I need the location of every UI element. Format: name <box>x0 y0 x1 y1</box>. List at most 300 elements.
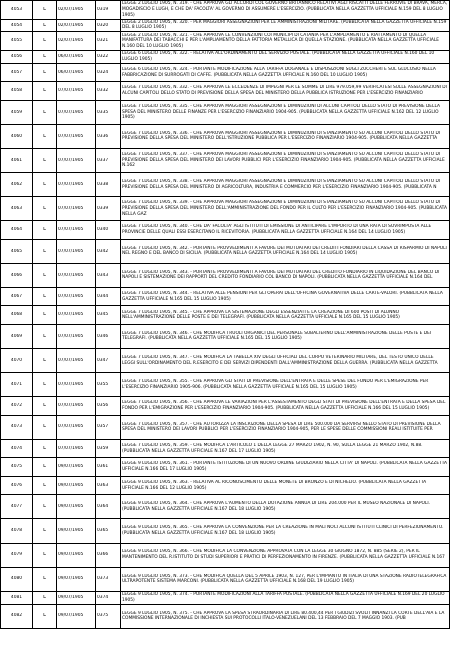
entry-description <box>121 415 450 439</box>
entry-date <box>57 100 96 124</box>
entry-code-text: 0336 <box>97 133 109 139</box>
entry-date <box>57 604 96 628</box>
entry-description-text: LEGGE 7 LUGLIO 1905, N. 340. - CHE DA' FACOLTA' AGLI ISTITUTI DI EMISSIONE DI ANTICIPARE L'IMPORTO DI UNA RATA DI SOVRIMPOSTA ALLE PROVINCIE DELLE QUALI ESSI ESERCITANO IL RICEVITORIA. (PUBBLICATA NELLA GAZZETTA UFFICIALE N.164 DEL 14 LUGLIO 1905) <box>122 224 432 235</box>
entry-code-text: 0357 <box>97 424 109 430</box>
entry-description <box>121 263 450 287</box>
entry-code <box>96 197 121 221</box>
entry-number-text: 4058 <box>10 88 23 94</box>
entry-type <box>33 50 57 63</box>
entry-description <box>121 567 450 591</box>
entry-number-text: 4057 <box>10 69 23 75</box>
entry-description <box>121 397 450 416</box>
entry-code-text: 0337 <box>97 157 109 163</box>
entry-number-text: 4080 <box>10 576 23 582</box>
entry-description <box>121 32 450 51</box>
entry-code-text: 0361 <box>97 464 109 470</box>
entry-code-text: 0356 <box>97 403 109 409</box>
entry-type-text: L <box>43 576 46 582</box>
register-row <box>1 100 450 124</box>
entry-number-text: 4079 <box>10 552 23 558</box>
entry-date-text: 02/07/1905 <box>58 6 84 12</box>
entry-type-text: L <box>43 403 46 409</box>
entry-code-text: 0343 <box>97 272 109 278</box>
entry-description-text: LEGGE 2 LUGLIO 1905, N. 321. - CHE APPROVA LE CONVENZIONI COI MUNICIPI DI CATANIA PER L'AMPLIAMENTO E RIATTAMENTO DI QUELLA MANIFATTURA DEI TABACCHI E PER L'AMPLIAMENTO DELLA FATTORIA METALLICA DI QUELLA STAZIONE. (PUBBLICATA NELLA GAZZETTA UFFICIALE N.160 DEL 10 LUGLIO 1905) <box>122 32 439 49</box>
register-row <box>1 458 450 477</box>
entry-type-text: L <box>43 482 46 488</box>
entry-date <box>57 63 96 82</box>
entry-date <box>57 197 96 221</box>
entry-number-text: 4070 <box>10 357 23 363</box>
entry-number <box>1 63 33 82</box>
entry-date <box>57 50 96 63</box>
entry-type <box>33 373 57 397</box>
entry-code <box>96 306 121 325</box>
entry-number <box>1 591 33 604</box>
entry-type-text: L <box>43 227 46 233</box>
entry-type <box>33 495 57 519</box>
register-row <box>1 349 450 373</box>
entry-description <box>121 349 450 373</box>
entry-number <box>1 439 33 458</box>
register-row <box>1 306 450 325</box>
entry-date-text: 07/07/1905 <box>58 403 84 409</box>
entry-date <box>57 373 96 397</box>
entry-date-text: 09/07/1905 <box>58 552 84 558</box>
entry-type <box>33 543 57 567</box>
entry-description <box>121 519 450 543</box>
entry-number <box>1 19 33 32</box>
entry-description <box>121 239 450 263</box>
entry-type-text: L <box>43 312 46 318</box>
entry-description-text: LEGGE 2 LUGLIO 1905, N. 320. - PER MAGGIORI ASSEGNAZIONI PER LE AMMINISTRAZIONI MILITARE. (PUBBLICATA NELLA GAZZETTA UFFICIALE N.159 DEL 8 LUGLIO 1905) <box>122 19 447 31</box>
entry-number <box>1 543 33 567</box>
entry-number-text: 4066 <box>10 272 23 278</box>
entry-date <box>57 263 96 287</box>
register-row <box>1 221 450 240</box>
entry-type <box>33 519 57 543</box>
entry-number-text: 4081 <box>10 594 23 600</box>
entry-type <box>33 1 57 20</box>
entry-code-text: 0346 <box>97 333 109 339</box>
entry-code <box>96 604 121 628</box>
entry-code <box>96 439 121 458</box>
entry-date-text: 07/07/1905 <box>58 381 84 387</box>
entry-number-text: 4076 <box>10 482 23 488</box>
entry-type-text: L <box>43 357 46 363</box>
entry-description <box>121 439 450 458</box>
entry-type-text: L <box>43 205 46 211</box>
entry-description <box>121 287 450 306</box>
entry-description-text: LEGGE 7 LUGLIO 1905, N. 346. - CHE MODIFICA I RUOLI ORGANICI DEL PERSONALE SUBALTERNO DELL'AMMINISTRAZIONE DELLE POSTE E DEI TELEGRAFI. (PUBBLICATA NELLA GAZZETTA UFFICIALE N.165 DEL 15 LUGLIO 1905) <box>122 330 432 342</box>
entry-type-text: L <box>43 88 46 94</box>
entry-date <box>57 415 96 439</box>
entry-number <box>1 100 33 124</box>
entry-description <box>121 221 450 240</box>
entry-type <box>33 324 57 348</box>
entry-type <box>33 458 57 477</box>
entry-code <box>96 221 121 240</box>
entry-date <box>57 397 96 416</box>
entry-type <box>33 124 57 148</box>
entry-type <box>33 63 57 82</box>
entry-date <box>57 124 96 148</box>
entry-type <box>33 173 57 197</box>
entry-date <box>57 287 96 306</box>
register-row <box>1 63 450 82</box>
entry-number-text: 4065 <box>10 248 23 254</box>
register-row <box>1 32 450 51</box>
entry-description-text: LEGGE 6 LUGLIO 1905, N. 322. - RELATIVA ALL'ORDINAMENTO DEL SERVIZIO POSTALE. (PUBBLICATA NELLA GAZZETTA UFFICIALE N.160 DEL 10 LUGLIO 1905) <box>122 51 435 62</box>
entry-code-text: 0345 <box>97 312 109 318</box>
entry-type <box>33 567 57 591</box>
entry-description <box>121 495 450 519</box>
entry-description <box>121 124 450 148</box>
register-row <box>1 567 450 591</box>
entry-description <box>121 591 450 604</box>
entry-number <box>1 287 33 306</box>
entry-date-text: 07/07/1905 <box>58 424 84 430</box>
entry-number <box>1 148 33 172</box>
entry-number-text: 4068 <box>10 312 23 318</box>
entry-type <box>33 197 57 221</box>
entry-description-text: LEGGE 7 LUGLIO 1905, N. 345. - CHE APPROVA LA SISTEMAZIONE DEGLI ESSENZIATI E LA CREAZIONE DI 600 POSTI DI ALUNNO NELL'AMMINISTRAZIONE DELLE POSTE E DEI TELEGRAFI. (PUBBLICATA NELLA GAZZETTA UFFICIALE N.165 DEL 15 LUGLIO 1905) <box>122 309 400 321</box>
entry-type <box>33 287 57 306</box>
entry-type-text: L <box>43 293 46 299</box>
entry-number-text: 4060 <box>10 133 23 139</box>
entry-number <box>1 82 33 101</box>
entry-code-text: 0355 <box>97 381 109 387</box>
register-row <box>1 173 450 197</box>
entry-code-text: 0375 <box>97 613 109 619</box>
entry-type-text: L <box>43 552 46 558</box>
entry-description-text: LEGGE 7 LUGLIO 1905, N. 335. - CHE APPROVA MAGGIORI ASSEGNAZIONI E DIMINUZIONI DI ALCUNI CAPITOLI DELLO STATO DI PREVISIONE DELLA SPESA DEL MINISTERO DELLE FINANZE PER L'ESERCIZIO FINANZIARIO 1904-905. (PUBBLICATA NELLA GAZZETTA UFFICIALE N.162 DEL 12 LUGLIO 1905) <box>122 103 440 121</box>
entry-type-text: L <box>43 528 46 534</box>
entry-description-text: LEGGE 9 LUGLIO 1905, N. 374. - PORTANTE MODIFICAZIONI ALLA TARIFFA POSTALE. (PUBBLICATA NELLA GAZZETTA UFFICIALE N.169 DEL 20 LUGLIO 1905) <box>122 592 445 603</box>
entry-code-text: 0347 <box>97 357 109 363</box>
entry-code <box>96 397 121 416</box>
entry-code <box>96 32 121 51</box>
entry-date <box>57 1 96 20</box>
register-row <box>1 439 450 458</box>
entry-code <box>96 263 121 287</box>
entry-description-text: LEGGE 9 LUGLIO 1905, N. 363. - RELATIVA AL RICONOSCIMENTO DELLE MONETE DI BRONZO E DI NICHELIO. (PUBBLICATA NELLA GAZZETTA UFFICIALE N.166 DEL 12 LUGLIO 1905) <box>122 479 427 491</box>
entry-code-text: 0324 <box>97 69 109 75</box>
entry-code <box>96 100 121 124</box>
entry-number <box>1 263 33 287</box>
entry-number-text: 4075 <box>10 464 23 470</box>
entry-description-text: LEGGE 9 LUGLIO 1905, N. 365. - CHE APPROVA LA CONVENZIONE PER LA CREAZIONE IN MALI NOCI ALCUNI ISTITUTI CLINICI DI PERFEZIONAMENTO. (PUBBLICATA NELLA GAZZETTA UFFICIALE N.167 DEL 18 LUGLIO 1905) <box>122 525 444 536</box>
entry-code-text: 0339 <box>97 205 109 211</box>
entry-type-text: L <box>43 157 46 163</box>
entry-date <box>57 349 96 373</box>
entry-code-text: 0319 <box>97 6 109 12</box>
entry-date-text: 02/07/1905 <box>58 38 84 44</box>
entry-date-text: 07/07/1905 <box>58 293 84 299</box>
entry-date <box>57 306 96 325</box>
register-row <box>1 50 450 63</box>
register-row <box>1 476 450 495</box>
entry-description-text: LEGGE 9 LUGLIO 1905, N. 361. - PORTANTE ISTITUZIONE DI UN NUOVO ORDINE GIUDIZIARIO NELLA CITTA' DI NAPOLI. (PUBBLICATA NELLA GAZZETTA UFFICIALE N.166 DEL 17 LUGLIO 1905) <box>122 461 448 473</box>
entry-description-text: LEGGE 7 LUGLIO 1905, N. 343. - PORTANTE PROVVEDIMENTI A FAVORE DEI MUTUATARI DEL CREDITO FONDIARIO IN LIQUIDAZIONE DEL BANCO DI NAPOLI E SISTEMAZIONE DEI RAPPORTI DEL CREDITO FONDIARIO COL BANCO DI NAPOLI. (PUBBLICATA NELLA GAZZETTA UFFICIALE N.164 DEL <box>122 269 440 281</box>
entry-code <box>96 82 121 101</box>
entry-type <box>33 415 57 439</box>
entry-description-text: LEGGE 6 LUGLIO 1905, N. 324. - PORTANTE MODIFICAZIONE ALLA TARIFFA DOGANALE E DISPOSIZIONI SUGLI ZUCCHERI E SUL GLUCOSIO NELLA FABBRICAZIONE DI SURROGATI DI CAFFE. (PUBBLICATA NELLA GAZZETTA UFFICIALE N.160 DEL 10 LUGLIO 1905) <box>122 66 436 78</box>
entry-code <box>96 519 121 543</box>
entry-date-text: 06/07/1905 <box>58 54 84 60</box>
entry-number-text: 4062 <box>10 181 23 187</box>
register-row <box>1 1 450 20</box>
entry-code-text: 0359 <box>97 445 109 451</box>
entry-type <box>33 100 57 124</box>
entry-description-text: LEGGE 7 LUGLIO 1905, N. 342. - PORTANTE PROVVEDIMENTI A FAVORE DEI MUTUATARI DEI CREDITI FONDIARI DELLA CASSA DI RISPARMIO DI NAPOLI NEL REGNO E DEL BANCO DI SICILIA. (PUBBLICATA NELLA GAZZETTA UFFICIALE N.164 DEL 14 LUGLIO 1905) <box>122 245 447 257</box>
entry-date <box>57 148 96 172</box>
entry-description <box>121 604 450 628</box>
entry-code-text: 0365 <box>97 528 109 534</box>
entry-date <box>57 439 96 458</box>
entry-number <box>1 495 33 519</box>
entry-date-text: 09/07/1905 <box>58 594 84 600</box>
entry-date-text: 07/07/1905 <box>58 157 84 163</box>
entry-description-text: LEGGE 7 LUGLIO 1905, N. 332. - CHE APPROVA LE ECCEDENZE DI IMPEGNI PER LE SOMME DI LIRE 979.059,99 VERIFICATESI SULLE ASSEGNAZIONI DI ALCUNI CAPITOLI DELLO STATO DI PREVISIONE DELLA SPESA DEL MINISTERO DELLA PUBBLICA ISTRUZIONE PER L'ESERCIZIO FINANZIARIO <box>122 85 447 97</box>
entry-code <box>96 458 121 477</box>
entry-number <box>1 306 33 325</box>
entry-type-text: L <box>43 181 46 187</box>
entry-number <box>1 50 33 63</box>
entry-number-text: 4059 <box>10 109 23 115</box>
entry-date <box>57 519 96 543</box>
entry-type <box>33 32 57 51</box>
entry-number <box>1 32 33 51</box>
entry-code <box>96 239 121 263</box>
entry-number-text: 4078 <box>10 528 23 534</box>
entry-description <box>121 100 450 124</box>
entry-date-text: 07/07/1905 <box>58 205 84 211</box>
register-row <box>1 124 450 148</box>
entry-code-text: 0344 <box>97 293 109 299</box>
register-row <box>1 543 450 567</box>
entry-type <box>33 397 57 416</box>
entry-date <box>57 495 96 519</box>
entry-code <box>96 567 121 591</box>
entry-description <box>121 543 450 567</box>
entry-number <box>1 239 33 263</box>
entry-number <box>1 1 33 20</box>
entry-code-text: 0366 <box>97 552 109 558</box>
entry-code <box>96 476 121 495</box>
entry-code <box>96 124 121 148</box>
register-rows <box>1 1 450 629</box>
entry-number-text: 4064 <box>10 227 23 233</box>
entry-date-text: 07/07/1905 <box>58 312 84 318</box>
entry-code-text: 0342 <box>97 248 109 254</box>
entry-description-text: LEGGE 7 LUGLIO 1905, N. 355. - CHE APPROVA GLI STATI DI PREVISIONE DELL'ENTRATA E DELLE SPESE DEL FONDO PER L'EMIGRAZIONE PER L'ESERCIZIO FINANZIARIO 1905-906. (PUBBLICATA NELLA GAZZETTA UFFICIALE N.165 DEL 15 LUGLIO 1905) <box>122 379 429 390</box>
entry-number-text: 4082 <box>10 613 23 619</box>
entry-type-text: L <box>43 69 46 75</box>
entry-description <box>121 197 450 221</box>
register-row <box>1 604 450 628</box>
entry-code <box>96 173 121 197</box>
entry-date-text: 07/07/1905 <box>58 133 84 139</box>
register-row <box>1 495 450 519</box>
entry-number-text: 4056 <box>10 54 23 60</box>
entry-type-text: L <box>43 594 46 600</box>
entry-type-text: L <box>43 272 46 278</box>
entry-code-text: 0332 <box>97 88 109 94</box>
entry-date-text: 09/07/1905 <box>58 528 84 534</box>
entry-description-text: LEGGE 9 LUGLIO 1905, N. 375. - CHE APPROVA LA SPESA STRAORDINARIA DI LIRE 80.400,44 PER I GIUDIZI SVOLTI INNANZI LA CORTE DELL'AIA E LA COMMISSIONE INTERNAZIONALE DI INCHIESTA SUI PROTOCOLLI ITALO-VENEZUELANI DEL 13 FEBBRAIO DEL 7 MAGGIO 1903. (PUB <box>122 610 445 622</box>
entry-date <box>57 19 96 32</box>
entry-date <box>57 173 96 197</box>
entry-number-text: 4053 <box>10 6 23 12</box>
entry-date-text: 07/07/1905 <box>58 445 84 451</box>
entry-date <box>57 458 96 477</box>
entry-number <box>1 197 33 221</box>
entry-number-text: 4055 <box>10 38 23 44</box>
entry-number-text: 4074 <box>10 445 23 451</box>
entry-type <box>33 239 57 263</box>
entry-type-text: L <box>43 54 46 60</box>
entry-number-text: 4067 <box>10 293 23 299</box>
entry-code-text: 0335 <box>97 109 109 115</box>
entry-type <box>33 476 57 495</box>
entry-type <box>33 19 57 32</box>
register-row <box>1 287 450 306</box>
entry-date <box>57 567 96 591</box>
entry-number-text: 4054 <box>10 22 23 28</box>
entry-description-text: LEGGE 7 LUGLIO 1905, N. 359. - CHE MODIFICA L'ARTICOLO 1 DELLA LEGGE 27 MARZO 1902, N. 90, SULLA LEGGE 21 MARZO 1902, N.88. (PUBBLICATA NELLA GAZZETTA UFFICIALE N.167 DEL 17 LUGLIO 1905) <box>122 442 423 454</box>
entry-code-text: 0320 <box>97 22 109 28</box>
entry-number <box>1 604 33 628</box>
entry-date <box>57 32 96 51</box>
entry-number <box>1 458 33 477</box>
entry-date-text: 09/07/1905 <box>58 576 84 582</box>
entry-description-text: LEGGE 7 LUGLIO 1905, N. 356. - CHE APPROVA LE VARIAZIONI PER L'ASSESTAMENTO DEGLI STATI DI PREVISIONE DELL'ENTRATA E DELLA SPESA DEL FONDO PER L'EMIGRAZIONE PER L'ESERCIZIO FINANZIARIO 1904-905. (PUBBLICATA NELLA GAZZETTA UFFICIALE N.166 DEL 15 LUGLIO 1905) <box>122 400 446 411</box>
entry-date-text: 06/07/1905 <box>58 69 84 75</box>
entry-date-text: 09/07/1905 <box>58 504 84 510</box>
register-row <box>1 324 450 348</box>
entry-type-text: L <box>43 424 46 430</box>
entry-type-text: L <box>43 464 46 470</box>
entry-type <box>33 263 57 287</box>
entry-description-text: LEGGE 7 LUGLIO 1905, N. 347. - CHE MODIFICA LA TABELLA XIV DEGLI UFFICIALI DEL CORPO VETERINARIO MILITARE, DEL TESTO UNICO DELLE LEGGI SULL'ORDINAMENTO DEL R.ESERCITO E DEI SERVIZI DIPENDENTI DALL'AMMINISTRAZIONE DELLA GUERRA. (PUBBLICATA NELLA GAZZETTA <box>122 354 438 366</box>
register-row <box>1 82 450 101</box>
entry-date-text: 07/07/1905 <box>58 181 84 187</box>
entry-description-text: LEGGE 7 LUGLIO 1905, N. 337. - CHE APPROVA MAGGIORI ASSEGNAZIONI E DIMINUZIONI DI STANZIAMENTO SU ALCUNI CAPITOLI DELLO STATO DI PREVISIONE DELLA SPESA DEL MINISTERO DEI LAVORI PUBBLICI PER L'ESERCIZIO FINANZIARIO 1904-905. (PUBBLICATA NELLA GAZZETTA UFFICIALE N.162 <box>122 152 445 169</box>
entry-code <box>96 373 121 397</box>
register-row <box>1 373 450 397</box>
entry-number-text: 4072 <box>10 403 23 409</box>
entry-date-text: 07/07/1905 <box>58 109 84 115</box>
entry-code <box>96 349 121 373</box>
entry-description-text: LEGGE 7 LUGLIO 1905, N. 344. - RELATIVA ALLE PENSIONI PER GLI OPERAI DELL'OFFICINA GOVERNATIVA DELLE CARTE-VALORI. (PUBBLICATA NELLA GAZZETTA UFFICIALE N.165 DEL 15 LUGLIO 1905) <box>122 291 443 302</box>
entry-date <box>57 221 96 240</box>
register-row <box>1 148 450 172</box>
register-row <box>1 239 450 263</box>
entry-type-text: L <box>43 333 46 339</box>
entry-code <box>96 1 121 20</box>
register-row <box>1 415 450 439</box>
entry-code <box>96 63 121 82</box>
entry-number <box>1 476 33 495</box>
entry-description-text: LEGGE 7 LUGLIO 1905, N. 339. - CHE APPROVA MAGGIORI ASSEGNAZIONI E DIMINUZIONI DI STANZIAMENTO SU ALCUNI CAPITOLI DELLO STATO DI PREVISIONE DELLA SPESA DEL MINISTERO DELL'AMMINISTRAZIONE DEL FONDO PER IL CULTO PER L'ESERCIZIO FINANZIARIO 1904-905. (PUBBLICATA NELLA GAZ <box>122 200 447 217</box>
entry-code <box>96 324 121 348</box>
entry-type-text: L <box>43 109 46 115</box>
entry-type <box>33 349 57 373</box>
register-row <box>1 519 450 543</box>
entry-type-text: L <box>43 445 46 451</box>
entry-type-text: L <box>43 504 46 510</box>
entry-code-text: 0364 <box>97 504 109 510</box>
entry-description <box>121 306 450 325</box>
entry-code <box>96 543 121 567</box>
entry-type-text: L <box>43 133 46 139</box>
entry-code <box>96 50 121 63</box>
entry-type-text: L <box>43 381 46 387</box>
entry-description <box>121 148 450 172</box>
entry-type <box>33 591 57 604</box>
entry-description <box>121 50 450 63</box>
entry-code <box>96 287 121 306</box>
entry-number-text: 4073 <box>10 424 23 430</box>
entry-date-text: 09/07/1905 <box>58 613 84 619</box>
entry-description <box>121 458 450 477</box>
entry-code <box>96 415 121 439</box>
entry-type-text: L <box>43 6 46 12</box>
entry-description-text: LEGGE 7 LUGLIO 1905, N. 336. - CHE APPROVA MAGGIORI ASSEGNAZIONI E DIMINUZIONI DI STANZIAMENTO SU ALCUNI CAPITOLI DELLO STATO DI PREVISIONE DELLA SPESA DEL MINISTERO DELL'ISTRUZIONE PUBBLICA PER L'ESERCIZIO FINANZIARIO 1904-905. (PUBBLICATA NELLA GAZZETTA <box>122 130 441 142</box>
entry-code-text: 0374 <box>97 594 109 600</box>
entry-number-text: 4077 <box>10 504 23 510</box>
entry-description-text: LEGGE 2 LUGLIO 1905, N. 319. - CHE APPROVA GLI ACCORDI COL GOVERNO BRITANNICO RELATIVI AGLI RISCATTI DELLE FERROVIE DI BRAVA, MERCA, MOGADISCIO E LUGH, E CHE DA' FACOLTA' AL GOVERNO DI ASSUMERE L'ESERCIZIO. (PUBBLICATA NELLA GAZZETTA UFFICIALE N.159 DEL 8 LUGLIO 1905) <box>122 1 448 18</box>
entry-type <box>33 148 57 172</box>
entry-date-text: 02/07/1905 <box>58 22 84 28</box>
entry-description <box>121 324 450 348</box>
entry-date-text: 09/07/1905 <box>58 482 84 488</box>
entry-type-text: L <box>43 38 46 44</box>
entry-number <box>1 373 33 397</box>
entry-number-text: 4069 <box>10 333 23 339</box>
entry-description-text: LEGGE 9 LUGLIO 1905, N. 366. - CHE MODIFICA LA CONVENZIONE APPROVATA CON LA LEGGE 30 GIUGNO 1872, N. 885 (SERIE 2), PER IL MANTENIMENTO DEL R.ISTITUTO DI STUDI SUPERIORI E PRATICI DI PERFEZIONAMENTO IN FIRENZE. (PUBBLICATA NELLA GAZZETTA UFFICIALE N.167 <box>122 549 445 561</box>
entry-code <box>96 495 121 519</box>
entry-description <box>121 19 450 32</box>
entry-number <box>1 349 33 373</box>
entry-date <box>57 324 96 348</box>
register-row <box>1 197 450 221</box>
entry-date-text: 07/07/1905 <box>58 227 84 233</box>
entry-number <box>1 324 33 348</box>
entry-type-text: L <box>43 613 46 619</box>
entry-date-text: 07/07/1905 <box>58 357 84 363</box>
entry-date-text: 09/07/1905 <box>58 464 84 470</box>
entry-type <box>33 82 57 101</box>
entry-code-text: 0340 <box>97 227 109 233</box>
entry-type-text: L <box>43 22 46 28</box>
entry-type <box>33 306 57 325</box>
entry-date <box>57 82 96 101</box>
entry-code-text: 0373 <box>97 576 109 582</box>
entry-code <box>96 19 121 32</box>
entry-date-text: 07/07/1905 <box>58 333 84 339</box>
entry-description-text: LEGGE 7 LUGLIO 1905, N. 357. - CHE AUTORIZZA LA INSCRIZIONE DELLA SPESA DI LIRE 500.000 DA SERVIRSI NELLO STATO DI PREVISIONE DELLA SPESA DEL MINISTERO DEI LAVORI PUBBLICI PER L'ESERCIZIO FINANZIARIO 1904-905, PER LE SPESE DELLE COMMISSIONI REALI ISTITUITE PER <box>122 421 441 433</box>
entry-description-text: LEGGE 9 LUGLIO 1905, N. 364. - CHE APPROVA L'AUMENTO DELLA DOTAZIONE ANNUA DI LIRE 204.000 PER IL MUSEO NAZIONALE DI NAPOLI. (PUBBLICATA NELLA GAZZETTA UFFICIALE N.167 DEL 18 LUGLIO 1905) <box>122 501 431 512</box>
entry-date <box>57 476 96 495</box>
entry-number <box>1 221 33 240</box>
entry-type <box>33 221 57 240</box>
entry-description <box>121 173 450 197</box>
entry-number-text: 4071 <box>10 381 23 387</box>
entry-date-text: 07/07/1905 <box>58 88 84 94</box>
entry-number <box>1 173 33 197</box>
entry-number <box>1 397 33 416</box>
